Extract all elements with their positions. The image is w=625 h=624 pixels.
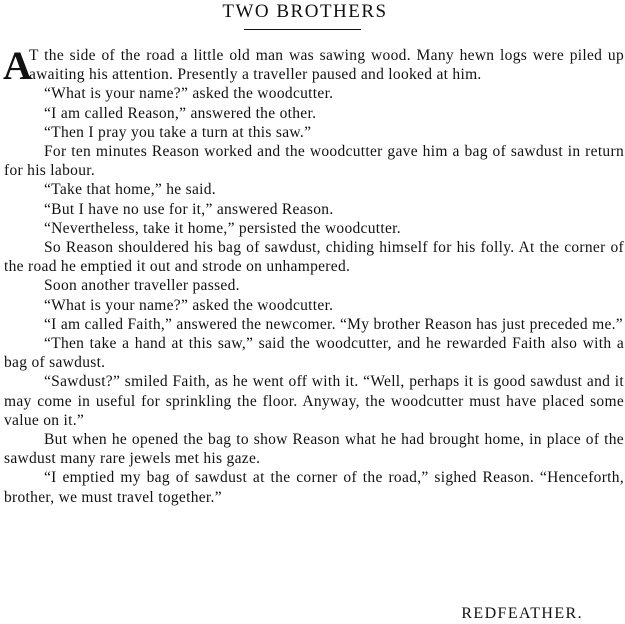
paragraph: “I am called Reason,” answered the other. — [44, 104, 317, 122]
paragraph: Soon another traveller passed. — [44, 277, 240, 295]
article-body — [3, 43, 624, 507]
paragraph: But when he opened the bag to show Reason what he had brought home, in place of the sawdust many rare jewels met his gaze. — [4, 431, 624, 468]
paragraph: “Take that home,” he said. — [44, 181, 216, 199]
paragraph: “What is your name?” asked the woodcutter. — [44, 296, 334, 314]
author-byline: REDFEATHER. — [461, 605, 583, 622]
paragraph: “I emptied my bag of sawdust at the corner of the road,” sighed Reason. “Henceforth, brother, we must travel together.” — [4, 469, 624, 506]
paragraph: “Nevertheless, take it home,” persisted the woodcutter. — [44, 219, 401, 237]
paragraph: For ten minutes Reason worked and the woodcutter gave him a bag of sawdust in return for his labour. — [4, 143, 624, 180]
paragraph: “Then I pray you take a turn at this saw.” — [44, 123, 312, 141]
paragraph: “Then take a hand at this saw,” said the woodcutter, and he rewarded Faith also with a bag of sawdust. — [4, 335, 624, 372]
paragraph-1-text: T the side of the road a little old man was sawing wood. Many hewn logs were piled up awaiting his attention. Presently a traveller paused and looked at him. — [29, 47, 624, 84]
drop-cap: A — [3, 43, 33, 88]
paragraph: “What is your name?” asked the woodcutter. — [44, 85, 334, 103]
paragraph-1 — [3, 43, 624, 88]
paragraph: “Sawdust?” smiled Faith, as he went off with it. “Well, perhaps it is good sawdust and it may come in useful for sprinkling the floor. Anyway, the woodcutter must have placed some value on it.” — [4, 373, 624, 429]
paragraph: “I am called Faith,” answered the newcomer. “My brother Reason has just preceded me.” — [44, 315, 623, 333]
title-divider — [244, 29, 361, 30]
article-title: TWO BROTHERS — [222, 1, 388, 22]
paragraph: “But I have no use for it,” answered Reason. — [44, 200, 334, 218]
paragraph: So Reason shouldered his bag of sawdust, chiding himself for his folly. At the corner of the road he emptied it out and strode on unhampered. — [4, 239, 624, 276]
